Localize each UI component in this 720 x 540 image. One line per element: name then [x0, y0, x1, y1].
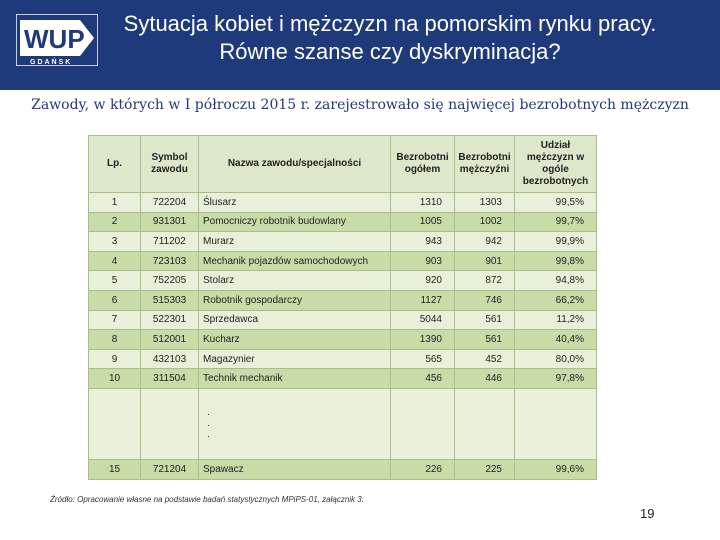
- header-share: Udział mężczyzn w ogóle bezrobotnych: [515, 136, 597, 193]
- cell-share: 99,5%: [515, 193, 597, 213]
- cell-name: Technik mechanik: [199, 369, 391, 389]
- cell-share: 99,8%: [515, 251, 597, 271]
- cell-lp: 2: [89, 212, 141, 232]
- logo-text: WUP: [24, 24, 85, 54]
- table-row: [89, 369, 597, 389]
- cell-share: 66,2%: [515, 290, 597, 310]
- cell-symbol: 722204: [141, 193, 199, 213]
- cell-name: Pomocniczy robotnik budowlany: [199, 212, 391, 232]
- cell-lp: 3: [89, 232, 141, 252]
- ellipsis-cell: [515, 388, 597, 459]
- cell-total: 1390: [391, 330, 455, 350]
- cell-name: Stolarz: [199, 271, 391, 291]
- cell-men: 1303: [455, 193, 515, 213]
- cell-men: 942: [455, 232, 515, 252]
- cell-share: 40,4%: [515, 330, 597, 350]
- ellipsis-row: [89, 388, 597, 459]
- table-row: [89, 290, 597, 310]
- cell-name: Spawacz: [199, 459, 391, 479]
- wup-logo: [16, 14, 98, 66]
- page-number: 19: [640, 506, 655, 521]
- header-symbol: Symbol zawodu: [141, 136, 199, 193]
- cell-lp: 6: [89, 290, 141, 310]
- cell-share: 99,7%: [515, 212, 597, 232]
- cell-lp: 8: [89, 330, 141, 350]
- table-row: [89, 271, 597, 291]
- cell-total: 920: [391, 271, 455, 291]
- table-row: [89, 193, 597, 213]
- header-men: Bezrobotni mężczyźni: [455, 136, 515, 193]
- ellipsis-dot: .: [207, 418, 210, 430]
- table-row: [89, 459, 597, 479]
- cell-symbol: 432103: [141, 349, 199, 369]
- table-row: [89, 310, 597, 330]
- cell-men: 446: [455, 369, 515, 389]
- ellipsis-cell: [455, 388, 515, 459]
- ellipsis-cell: [141, 388, 199, 459]
- cell-total: 1310: [391, 193, 455, 213]
- title-line-2: Równe szanse czy dyskryminacja?: [219, 39, 561, 64]
- page-title: [110, 10, 670, 66]
- cell-name: Sprzedawca: [199, 310, 391, 330]
- table-row: [89, 330, 597, 350]
- cell-share: 97,8%: [515, 369, 597, 389]
- cell-share: 99,9%: [515, 232, 597, 252]
- table-row: [89, 232, 597, 252]
- cell-share: 99,6%: [515, 459, 597, 479]
- cell-men: 746: [455, 290, 515, 310]
- header-name: Nazwa zawodu/specjalności: [199, 136, 391, 193]
- cell-symbol: 522301: [141, 310, 199, 330]
- logo-subtext: GDAŃSK: [30, 59, 73, 66]
- cell-lp: 15: [89, 459, 141, 479]
- cell-name: Kucharz: [199, 330, 391, 350]
- table-header-row: [89, 136, 597, 193]
- cell-total: 1005: [391, 212, 455, 232]
- cell-symbol: 512001: [141, 330, 199, 350]
- cell-name: Ślusarz: [199, 193, 391, 213]
- cell-name: Robotnik gospodarczy: [199, 290, 391, 310]
- cell-men: 225: [455, 459, 515, 479]
- cell-men: 452: [455, 349, 515, 369]
- cell-lp: 4: [89, 251, 141, 271]
- cell-total: 943: [391, 232, 455, 252]
- cell-total: 5044: [391, 310, 455, 330]
- ellipsis-cell: [89, 388, 141, 459]
- cell-men: 872: [455, 271, 515, 291]
- cell-men: 561: [455, 330, 515, 350]
- ellipsis-cell: [391, 388, 455, 459]
- source-note: Źródło: Opracowanie własne na podstawie badań statystycznych MPiPS-01, załącznik 3.: [50, 495, 364, 504]
- cell-total: 903: [391, 251, 455, 271]
- cell-share: 80,0%: [515, 349, 597, 369]
- header-lp: Lp.: [89, 136, 141, 193]
- header-total: Bezrobotni ogółem: [391, 136, 455, 193]
- cell-total: 1127: [391, 290, 455, 310]
- title-line-1: Sytuacja kobiet i mężczyzn na pomorskim rynku pracy.: [123, 11, 657, 36]
- cell-share: 94,8%: [515, 271, 597, 291]
- cell-symbol: 711202: [141, 232, 199, 252]
- cell-symbol: 311504: [141, 369, 199, 389]
- cell-men: 901: [455, 251, 515, 271]
- cell-total: 565: [391, 349, 455, 369]
- ellipsis-cell: [199, 388, 391, 459]
- ellipsis-dot: .: [207, 407, 210, 419]
- cell-lp: 10: [89, 369, 141, 389]
- header-bar: [0, 0, 720, 90]
- cell-lp: 5: [89, 271, 141, 291]
- cell-lp: 9: [89, 349, 141, 369]
- slide-subtitle: Zawody, w których w I półroczu 2015 r. zarejestrowało się najwięcej bezrobotnych mężczyzn: [31, 97, 689, 113]
- table-row: [89, 212, 597, 232]
- cell-share: 11,2%: [515, 310, 597, 330]
- table-row: [89, 251, 597, 271]
- cell-name: Magazynier: [199, 349, 391, 369]
- cell-men: 561: [455, 310, 515, 330]
- cell-symbol: 515303: [141, 290, 199, 310]
- occupations-table: [88, 135, 597, 480]
- cell-name: Mechanik pojazdów samochodowych: [199, 251, 391, 271]
- cell-lp: 1: [89, 193, 141, 213]
- table-row: [89, 349, 597, 369]
- ellipsis-dot: .: [207, 429, 210, 441]
- cell-lp: 7: [89, 310, 141, 330]
- cell-symbol: 931301: [141, 212, 199, 232]
- cell-symbol: 752205: [141, 271, 199, 291]
- cell-symbol: 721204: [141, 459, 199, 479]
- cell-symbol: 723103: [141, 251, 199, 271]
- cell-name: Murarz: [199, 232, 391, 252]
- cell-total: 226: [391, 459, 455, 479]
- cell-total: 456: [391, 369, 455, 389]
- cell-men: 1002: [455, 212, 515, 232]
